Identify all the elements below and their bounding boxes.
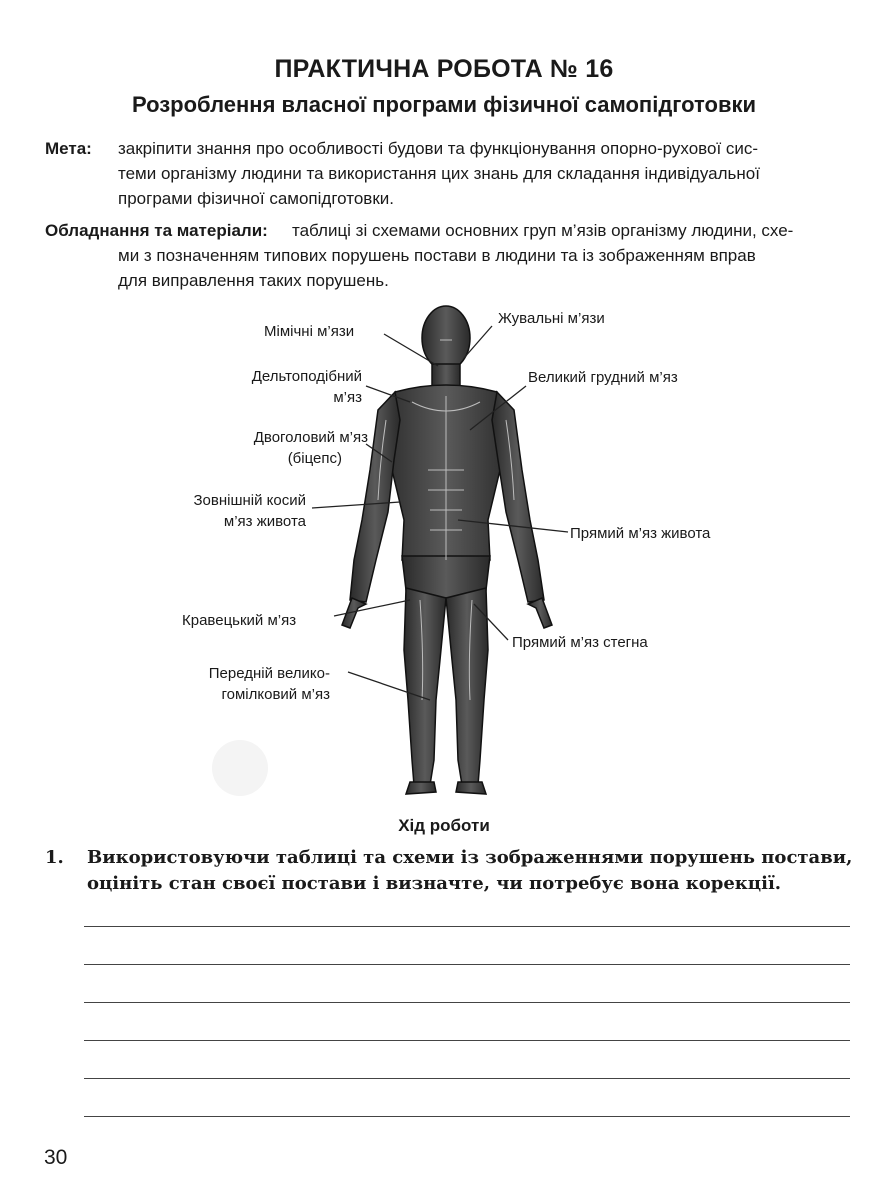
label-biceps-line: Двоголовий м’яз [253, 429, 368, 446]
answer-line[interactable] [84, 926, 850, 927]
equipment-line: для виправлення таких порушень. [118, 271, 389, 290]
task-line: оцініть стан своєї постави і визначте, чи потребує вона корекції. [87, 873, 782, 894]
section-title: Хід роботи [398, 816, 490, 835]
label-biceps [200, 427, 368, 469]
smudge-mark [212, 740, 268, 796]
label-chewing-muscles: Жувальні м’язи [498, 310, 605, 327]
equipment-line: таблиці зі схемами основних груп м’язів організму людини, схе- [292, 221, 794, 240]
label-pectoral: Великий грудний м’яз [528, 369, 678, 386]
equipment-line: ми з позначенням типових порушень постави в людини та із зображенням вправ [118, 246, 756, 265]
label-mimic-muscles: Мімічні м’язи [264, 323, 355, 340]
label-oblique-line: Зовнішній косий [193, 492, 306, 509]
page-title: ПРАКТИЧНА РОБОТА № 16 [274, 55, 614, 83]
goal-label: Мета: [45, 139, 92, 158]
page-number: 30 [44, 1146, 68, 1169]
label-sartorius: Кравецький м’яз [182, 612, 297, 629]
label-external-oblique [160, 490, 306, 532]
page-subtitle: Розроблення власної програми фізичної самопідготовки [131, 92, 757, 117]
goal-line: програми фізичної самопідготовки. [118, 189, 394, 208]
goal-line: теми організму людини та використання цих знань для складання індивідуальної [118, 164, 760, 183]
label-tibialis-anterior [180, 663, 330, 705]
answer-line[interactable] [84, 1002, 850, 1003]
answer-line[interactable] [84, 1040, 850, 1041]
label-deltoid-line: Дельтоподібний [251, 368, 362, 385]
label-oblique-line: м’яз живота [223, 513, 306, 530]
human-body-silhouette [342, 306, 552, 794]
equipment-label: Обладнання та матеріали: [45, 221, 268, 240]
label-rectus-femoris: Прямий м’яз стегна [512, 634, 648, 651]
task-text [87, 845, 867, 897]
task-number: 1. [45, 847, 64, 868]
label-rectus-abdominis: Прямий м’яз живота [570, 525, 711, 542]
answer-line[interactable] [84, 964, 850, 965]
answer-line[interactable] [84, 1078, 850, 1079]
answer-line[interactable] [84, 1116, 850, 1117]
label-deltoid-line: м’яз [333, 389, 362, 406]
label-tibialis-line: гомілковий м’яз [221, 686, 330, 703]
goal-line: закріпити знання про особливості будови та функціонування опорно-рухової сис- [118, 139, 759, 158]
label-deltoid [228, 366, 362, 408]
task-line: Використовуючи таблиці та схеми із зображеннями порушень постави, [87, 847, 853, 868]
label-biceps-line: (біцепс) [287, 450, 342, 467]
label-tibialis-line: Передній велико- [208, 665, 330, 682]
